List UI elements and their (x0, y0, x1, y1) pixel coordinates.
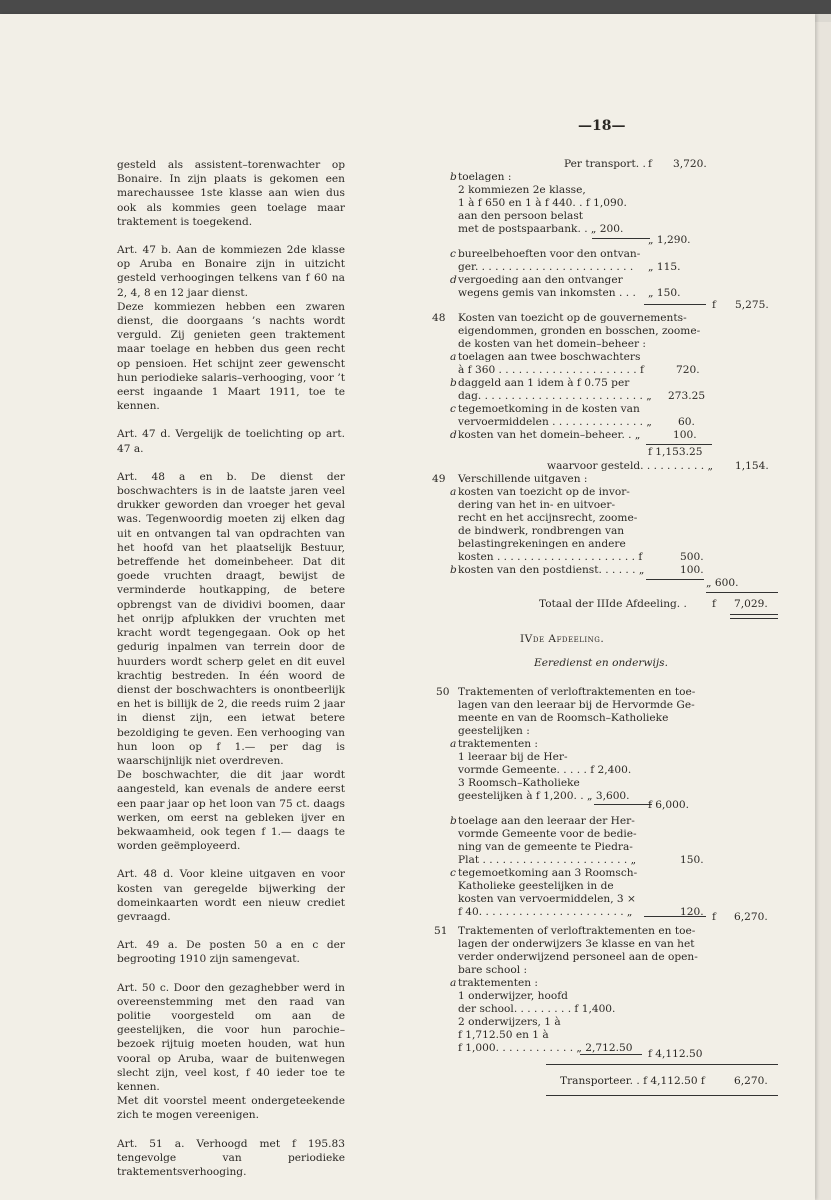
item-text: tegemoetkoming in de kosten van (458, 403, 640, 415)
item-text: ger. . . . . . . . . . . . . . . . . . . . . . . . (458, 261, 634, 273)
rule (646, 444, 712, 445)
subtotal: f 4,112.50 (648, 1048, 703, 1060)
currency-f: f (712, 598, 716, 610)
item-text: 1 onderwijzer, hoofd (458, 990, 568, 1002)
item-text: der school. . . . . . . . . f 1,400. (458, 1003, 616, 1015)
item-amount: 150. (680, 854, 704, 866)
item-text: wegens gemis van inkomsten . . . (458, 287, 636, 299)
item-text: waarvoor gesteld. . . . . . . . . . „ (547, 460, 713, 472)
item-text: de kosten van het domein–beheer : (458, 338, 646, 350)
item-text: Verschillende uitgaven : (458, 473, 588, 485)
item-letter: a (450, 738, 457, 750)
transporteer-label: Transporteer. . f 4,112.50 f (560, 1075, 705, 1087)
item-amount: 500. (680, 551, 704, 563)
item-amount: 100. (673, 429, 697, 441)
item-text: vormde Gemeente voor de bedie- (458, 828, 637, 840)
item-text: dering van het in- en uitvoer- (458, 499, 616, 511)
item-text: recht en het accijnsrecht, zoome- (458, 512, 638, 524)
item-letter: b (450, 564, 457, 576)
totaal-amount: 7,029. (734, 598, 768, 610)
rule (546, 1064, 778, 1065)
item-text: bureelbehoeften voor den ontvan- (458, 248, 641, 260)
item-text: vervoermiddelen . . . . . . . . . . . . . . „ (458, 416, 652, 428)
item-text: belastingrekeningen en andere (458, 538, 626, 550)
item-amount: 60. (678, 416, 695, 428)
item-text: f 40. . . . . . . . . . . . . . . . . . . . . . „ (458, 906, 633, 918)
rule (644, 916, 706, 917)
item-text: dag. . . . . . . . . . . . . . . . . . . . . . . . . „ (458, 390, 652, 402)
item-letter: b (450, 171, 457, 183)
item-text: met de postspaarbank. . „ 200. (458, 223, 624, 235)
rule (594, 804, 652, 805)
item-letter: b (450, 377, 457, 389)
item-text: traktementen : (458, 977, 539, 989)
note-paragraph: Met dit voorstel meent ondergeteekende zich te mogen vereenigen. (117, 1095, 345, 1122)
item-text: Traktementen of verloftraktementen en toe- (458, 925, 696, 937)
note-paragraph: gesteld als assistent–torenwachter op Bonaire. In zijn plaats is gekomen een marechaussee 1ste klasse aan wien dus ook als kommies geen toelage maar traktement is toegekend. (117, 159, 345, 228)
rule (706, 592, 778, 593)
article-number: 49 (432, 473, 446, 485)
item-amount: „ 115. (648, 261, 681, 273)
rule (580, 1054, 642, 1055)
note-art-49a: Art. 49 a. De posten 50 a en c der begrooting 1910 zijn samengevat. (117, 939, 345, 966)
rule (646, 579, 704, 580)
item-text: tegemoetkoming aan 3 Roomsch- (458, 867, 638, 879)
item-letter: c (450, 403, 456, 415)
currency-f: f (648, 158, 652, 170)
section-total: 6,270. (734, 911, 768, 923)
note-art-48d: Art. 48 d. Voor kleine uitgaven en voor kosten van geregelde bijwerking der domeinkaarten wordt een nieuw crediet gevraagd. (117, 868, 345, 923)
item-text: toelagen aan twee boschwachters (458, 351, 641, 363)
item-text: ning van de gemeente te Piedra- (458, 841, 633, 853)
item-text: f 1,712.50 en 1 à (458, 1029, 549, 1041)
item-text: Katholieke geestelijken in de (458, 880, 614, 892)
section-total: 5,275. (735, 299, 769, 311)
item-amount: 120. (680, 906, 704, 918)
section-total: „ 600. (706, 577, 739, 589)
item-text: kosten van den postdienst. . . . . . „ (458, 564, 645, 576)
item-amount: 720. (676, 364, 700, 376)
item-text: lagen der onderwijzers 3e klasse en van het (458, 938, 695, 950)
transporteer-amount: 6,270. (734, 1075, 768, 1087)
section-total: 1,154. (735, 460, 769, 472)
item-text: geestelijken : (458, 725, 530, 737)
article-number: 50 (436, 686, 450, 698)
article-number: 51 (434, 925, 448, 937)
item-text: bare school : (458, 964, 528, 976)
item-text: vergoeding aan den ontvanger (458, 274, 623, 286)
item-text: 1 à f 650 en 1 à f 440. . f 1,090. (458, 197, 627, 209)
subtotal: f 1,153.25 (648, 446, 703, 458)
item-text: 1 leeraar bij de Her- (458, 751, 568, 763)
item-text: traktementen : (458, 738, 539, 750)
item-text: vormde Gemeente. . . . . f 2,400. (458, 764, 632, 776)
item-amount: 273.25 (668, 390, 706, 402)
item-text: daggeld aan 1 idem à f 0.75 per (458, 377, 630, 389)
item-text: toelagen : (458, 171, 512, 183)
item-letter: d (450, 274, 457, 286)
item-text: kosten van het domein–beheer. . „ (458, 429, 641, 441)
note-paragraph: Deze kommiezen hebben een zwaren dienst, die doorgaans ’s nachts wordt verguld. Zij genieten geen traktement maar toelage en hebben dus geen recht op pensioen. Het schijnt zeer gewenscht hun periodieke salaris–verhooging, voor ’t eerst ingaande 1 Maart 1911, toe te kennen. (117, 300, 345, 413)
item-text: kosten van toezicht op de invor- (458, 486, 630, 498)
currency-f: f (712, 911, 716, 923)
note-art-47b: Art. 47 b. Aan de kommiezen 2de klasse op Aruba en Bonaire zijn in uitzicht gesteld verhoogingen telkens van f 60 na 2, 4, 8 en 12 jaar dienst. (117, 244, 345, 299)
per-transport-label: Per transport. . (564, 158, 646, 170)
item-amount: „ 150. (648, 287, 681, 299)
rule (546, 1095, 778, 1096)
item-amount: „ 1,290. (648, 234, 691, 246)
page-number: —18— (578, 118, 626, 134)
item-text: lagen van den leeraar bij de Hervormde Ge- (458, 699, 695, 711)
note-art-47d: Art. 47 d. Vergelijk de toelichting op art. 47 a. (117, 428, 345, 455)
item-letter: c (450, 248, 456, 260)
item-letter: a (450, 351, 457, 363)
item-amount: 100. (680, 564, 704, 576)
item-letter: c (450, 867, 456, 879)
section-heading: IVde Afdeeling. (520, 633, 605, 645)
item-text: meente en van de Roomsch–Katholieke (458, 712, 669, 724)
item-text: Traktementen of verloftraktementen en toe- (458, 686, 696, 698)
note-art-48ab: Art. 48 a en b. De dienst der boschwachters is in de laatste jaren veel drukker geworden dan vroeger het geval was. Tegenwoordig moeten zij elken dag uit en ontvangen tal van opdrachten van het hoofd van het plaatselijk Bestuur, betreffende het domeinbeheer. Dat dit goede vruchten draagt, bewijst de verminderde houtkapping, de betere opbrengst van de dividivi boomen, daar het onrijp afplukken der vruchten met kracht wordt tegengegaan. Ook op het gedurig inpalmen van terrein door de huurders wordt scherp gelet en dit euvel krachtig bestreden. In één woord de dienst der boschwachters is onontbeerlijk en het is billijk de 2, die reeds ruim 2 jaar in dienst zijn, een ietwat betere bezoldiging te geven. Een verhooging van hun loon op f 1.— per dag is waarschijnlijk niet overdreven. (117, 470, 345, 767)
double-rule (730, 614, 778, 619)
item-text: verder onderwijzend personeel aan de open- (458, 951, 698, 963)
rule (644, 304, 706, 305)
item-text: 2 kommiezen 2e klasse, (458, 184, 586, 196)
item-text: Kosten van toezicht op de gouvernements- (458, 312, 687, 324)
item-text: à f 360 . . . . . . . . . . . . . . . . . . . . . f (458, 364, 644, 376)
item-text: kosten van vervoermiddelen, 3 × (458, 893, 636, 905)
item-text: kosten . . . . . . . . . . . . . . . . . . . . . f (458, 551, 643, 563)
currency-f: f (712, 299, 716, 311)
totaal-label: Totaal der IIIde Afdeeling. . (539, 598, 687, 610)
item-amount: f 6,000. (648, 799, 689, 811)
item-text: Plat . . . . . . . . . . . . . . . . . . . . . . „ (458, 854, 637, 866)
note-art-50c: Art. 50 c. Door den gezaghebber werd in overeenstemming met den raad van politie voorgesteld om aan de geestelijken, die voor hun parochie–bezoek rijtuig moeten houden, wat hun vooral op Aruba, waar de buitenwegen slecht zijn, veel kost, f 40 ieder toe te kennen. (117, 981, 345, 1093)
item-text: 2 onderwijzers, 1 à (458, 1016, 561, 1028)
item-text: de bindwerk, rondbrengen van (458, 525, 625, 537)
item-letter: a (450, 486, 457, 498)
article-number: 48 (432, 312, 446, 324)
item-letter: b (450, 815, 457, 827)
section-subheading: Eeredienst en onderwijs. (534, 657, 668, 669)
note-art-51a: Art. 51 a. Verhoogd met f 195.83 tengevolge van periodieke traktementsverhooging. (117, 1137, 345, 1178)
item-text: aan den persoon belast (458, 210, 584, 222)
item-text: f 1,000. . . . . . . . . . . . „ 2,712.50 (458, 1042, 633, 1054)
item-text: geestelijken à f 1,200. . „ 3,600. (458, 790, 630, 802)
note-paragraph: De boschwachter, die dit jaar wordt aangesteld, kan evenals de andere eerst een paar jaar op het loon van 75 ct. daags werken, om eerst na gebleken ijver en bekwaamheid, ook tegen f 1.— daags te worden geëmployeerd. (117, 769, 345, 853)
item-letter: a (450, 977, 457, 989)
item-text: 3 Roomsch–Katholieke (458, 777, 580, 789)
item-text: toelage aan den leeraar der Her- (458, 815, 635, 827)
item-letter: d (450, 429, 457, 441)
rule (592, 238, 650, 239)
per-transport-amount: 3,720. (673, 158, 707, 170)
item-text: eigendommen, gronden en bosschen, zoome- (458, 325, 701, 337)
